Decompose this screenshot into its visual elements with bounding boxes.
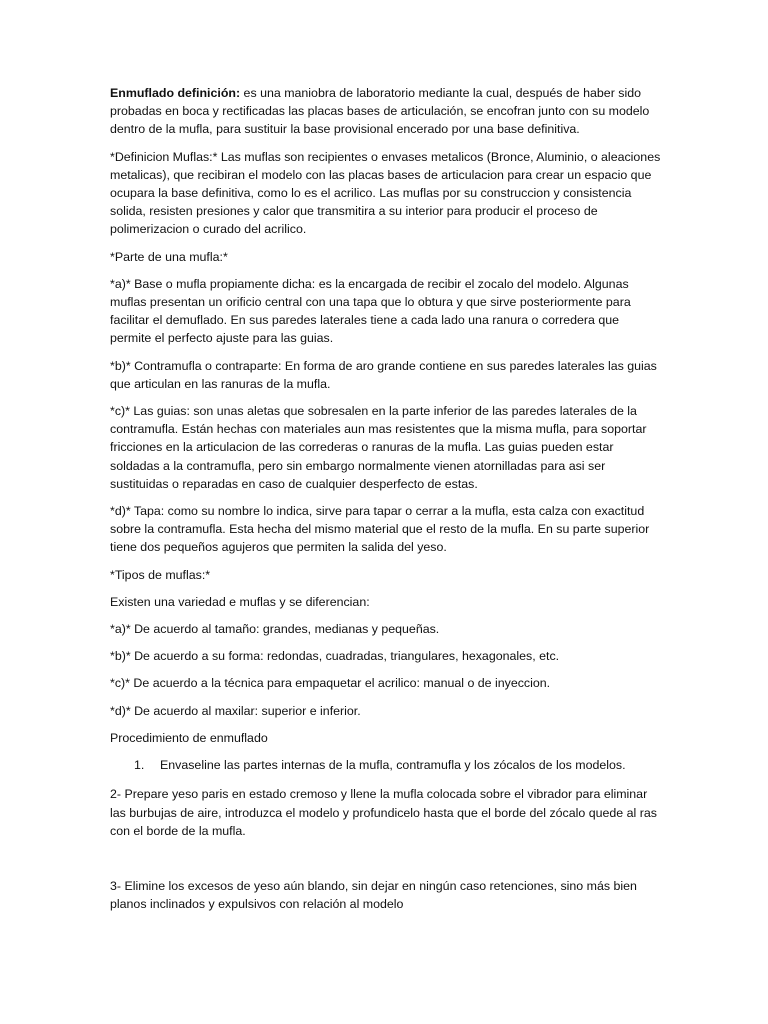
definition-enmuflado (110, 84, 662, 139)
step-1-text: Envaseline las partes internas de la mufla, contramufla y los zócalos de los modelos. (160, 758, 626, 773)
spacer (110, 849, 662, 877)
definition-enmuflado-text: es una maniobra de laboratorio mediante la cual, después de haber sido probadas en boca y rectificadas las placas bases de articulación, se encofran junto con su modelo dentro de la mufla, para sustituir la base provisional encerado por una base definitiva. (110, 86, 650, 137)
step-3: 3- Elimine los excesos de yeso aún blando, sin dejar en ningún caso retenciones, sino más bien planos inclinados y expulsivos con relación al modelo (110, 878, 637, 912)
definition-enmuflado-label: Enmuflado definición: (110, 86, 241, 100)
tipos-intro: Existen una variedad e muflas y se diferencian: (110, 594, 370, 609)
definition-muflas-text: Las muflas son recipientes o envases metalicos (Bronce, Aluminio, o aleaciones metalicas), que recibiran el modelo con las placas bases de articulacion para crear un espacio que ocupara la base definitiva, como lo es el acrilico. Las muflas por su construccion y consistencia solida, resisten presiones y calor que transmitira a su interior para producir el proceso de polimerizacion o curado del acrilico. (110, 149, 661, 237)
part-d: *d)* Tapa: como su nombre lo indica, sirve para tapar o cerrar a la mufla, esta calza con exactitud sobre la contramufla. Esta hecha del mismo material que el resto de la mufla. En su parte superior tiene dos pequeños agujeros que permiten la salida del yeso. (110, 504, 650, 555)
definition-muflas (110, 148, 662, 239)
definition-muflas-label: *Definicion Muflas:* (110, 149, 218, 164)
step-1-number: 1. (134, 758, 145, 773)
part-c: *c)* Las guias: son unas aletas que sobresalen en la parte inferior de las paredes laterales de la contramufla. Están hechas con materiales aun mas resistentes que la misma mufla, para soportar fricciones en la articulacion de las correderas o ranuras de la mufla. Las guias pueden estar soldadas a la contramufla, pero sin embargo normalmente vienen atornilladas para asi ser sustituidas o reparadas en caso de cualquier desperfecto de estas. (110, 404, 647, 491)
document-body (110, 84, 662, 922)
heading-tipos: *Tipos de muflas:* (110, 567, 211, 582)
step-1 (110, 756, 662, 774)
step-2: 2- Prepare yeso paris en estado cremoso y llene la mufla colocada sobre el vibrador para eliminar las burbujas de aire, introduzca el modelo y profundicelo hasta que el borde del zócalo quede al ras con el borde de la mufla. (110, 787, 657, 838)
tipo-c: *c)* De acuerdo a la técnica para empaquetar el acrilico: manual o de inyeccion. (110, 676, 551, 691)
tipo-d: *d)* De acuerdo al maxilar: superior e inferior. (110, 703, 361, 718)
tipo-b: *b)* De acuerdo a su forma: redondas, cuadradas, triangulares, hexagonales, etc. (110, 649, 560, 664)
part-a: *a)* Base o mufla propiamente dicha: es la encargada de recibir el zocalo del modelo. Algunas muflas presentan un orificio central con una tapa que lo obtura y que sirve posteriormente para facilitar el demuflado. En sus paredes laterales tiene a cada lado una ranura o corredera que permite el perfecto ajuste para las guias. (110, 276, 631, 346)
tipo-a: *a)* De acuerdo al tamaño: grandes, medianas y pequeñas. (110, 622, 440, 637)
part-b: *b)* Contramufla o contraparte: En forma de aro grande contiene en sus paredes laterales las guias que articulan en las ranuras de la mufla. (110, 358, 657, 391)
heading-partes: *Parte de una mufla:* (110, 249, 228, 264)
heading-procedimiento: Procedimiento de enmuflado (110, 730, 268, 745)
